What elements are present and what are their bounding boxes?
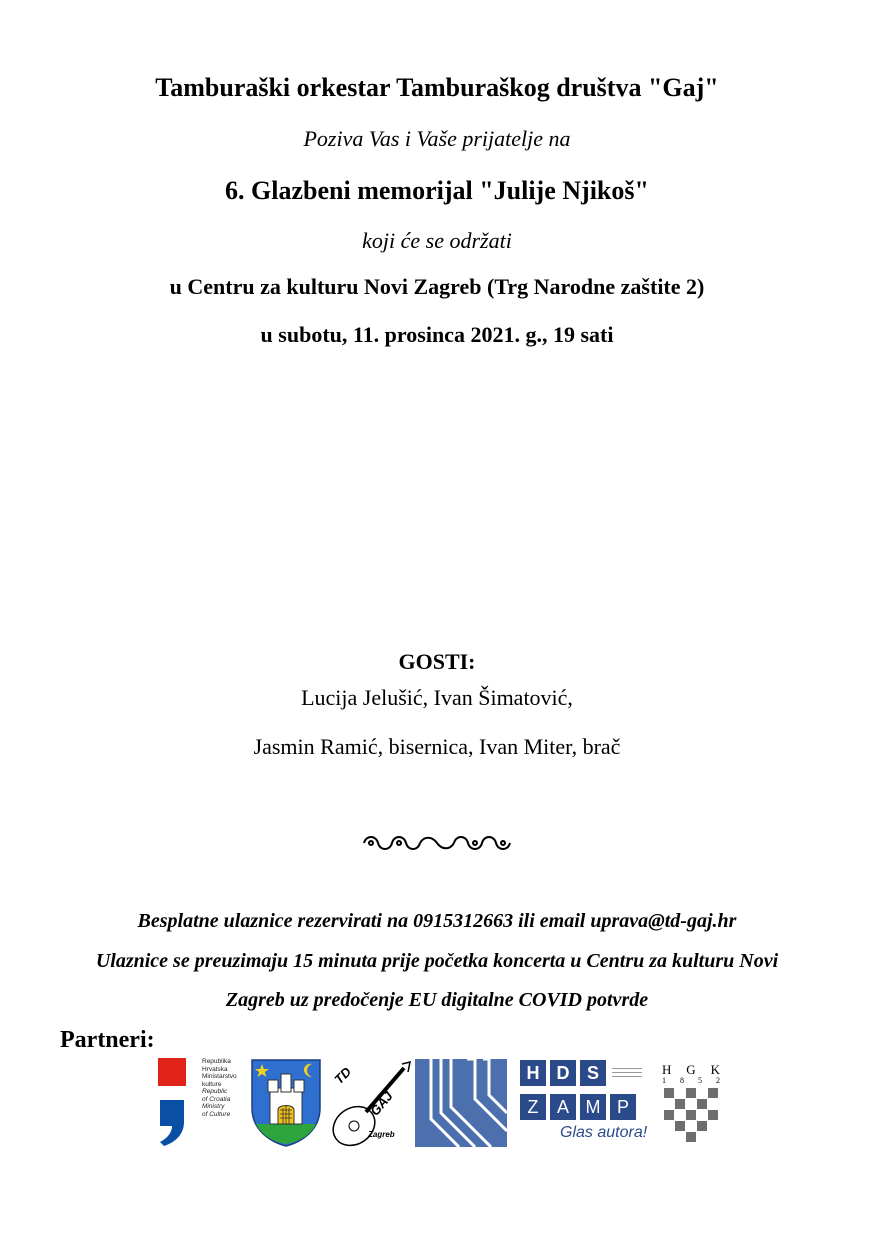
date-line: u subotu, 11. prosinca 2021. g., 19 sati xyxy=(260,322,614,347)
event-name: 6. Glazbeni memorijal "Julije Njikoš" xyxy=(225,176,649,205)
ministry-text-1: Republika xyxy=(202,1058,231,1065)
ministry-comma-icon xyxy=(158,1098,186,1148)
guests-heading: GOSTI: xyxy=(398,649,476,674)
td-gaj-text-gaj: GAJ xyxy=(367,1088,396,1119)
hgk-letter-k: K xyxy=(710,1062,720,1077)
hds-letter-h: H xyxy=(520,1060,546,1086)
ministry-of-culture-logo xyxy=(158,1058,238,1150)
zamp-letter-m: M xyxy=(580,1094,606,1120)
partners-label: Partneri: xyxy=(60,1027,155,1053)
zamp-letter-a: A xyxy=(550,1094,576,1120)
hgk-letter-g: G xyxy=(686,1062,696,1077)
td-gaj-logo xyxy=(328,1060,412,1148)
hds-small-text-lines-icon xyxy=(612,1068,642,1080)
ministry-text-6: of Croatia xyxy=(202,1095,231,1103)
cultural-center-logo-icon xyxy=(415,1059,507,1147)
td-gaj-text-td: TD xyxy=(331,1064,355,1087)
ministry-text-4: kulture xyxy=(202,1080,222,1088)
hgk-letter-h: H xyxy=(662,1062,672,1077)
zamp-letter-p: P xyxy=(610,1094,636,1120)
hgk-logo xyxy=(662,1062,720,1146)
hgk-digit-3: 5 xyxy=(698,1076,702,1085)
held-line: koji će se održati xyxy=(362,228,512,253)
hgk-digit-1: 1 xyxy=(662,1076,666,1085)
zamp-slogan: Glas autora! xyxy=(560,1124,648,1141)
ministry-red-square-icon xyxy=(158,1058,186,1086)
ministry-text-5: Republic xyxy=(202,1088,228,1095)
ministry-text-7: Ministry xyxy=(202,1103,225,1110)
hds-letter-s: S xyxy=(580,1060,606,1086)
hgk-digit-2: 8 xyxy=(680,1076,684,1085)
invite-line: Poziva Vas i Vaše prijatelje na xyxy=(303,126,571,151)
hds-zamp-logo xyxy=(520,1060,656,1148)
info-line-1: Besplatne ulaznice rezervirati na 0915312663 ili email uprava@td-gaj.hr xyxy=(137,910,737,932)
venue-line: u Centru za kulturu Novi Zagreb (Trg Narodne zaštite 2) xyxy=(169,274,705,299)
ministry-text-8: of Culture xyxy=(202,1110,231,1118)
hgk-checkerboard-icon xyxy=(664,1088,718,1144)
ornament-divider-icon xyxy=(362,832,512,854)
guests-line-1: Lucija Jelušić, Ivan Šimatović, xyxy=(301,685,573,710)
info-line-2: Ulaznice se preuzimaju 15 minuta prije početka koncerta u Centru za kulturu Novi xyxy=(95,950,779,972)
zamp-letter-z: Z xyxy=(520,1094,546,1120)
zagreb-coat-of-arms-icon xyxy=(250,1058,322,1148)
hgk-digit-4: 2 xyxy=(716,1076,720,1085)
orchestra-title: Tamburaški orkestar Tamburaškog društva "Gaj" xyxy=(155,73,719,102)
guests-line-2: Jasmin Ramić, bisernica, Ivan Miter, brač xyxy=(253,734,621,759)
ministry-text-3: Ministarstvo xyxy=(202,1073,237,1080)
hds-letter-d: D xyxy=(550,1060,576,1086)
td-gaj-text-zagreb: Zagreb xyxy=(368,1130,395,1139)
ministry-text-2: Hrvatska xyxy=(202,1065,228,1073)
info-line-3: Zagreb uz predočenje EU digitalne COVID potvrde xyxy=(225,989,649,1011)
